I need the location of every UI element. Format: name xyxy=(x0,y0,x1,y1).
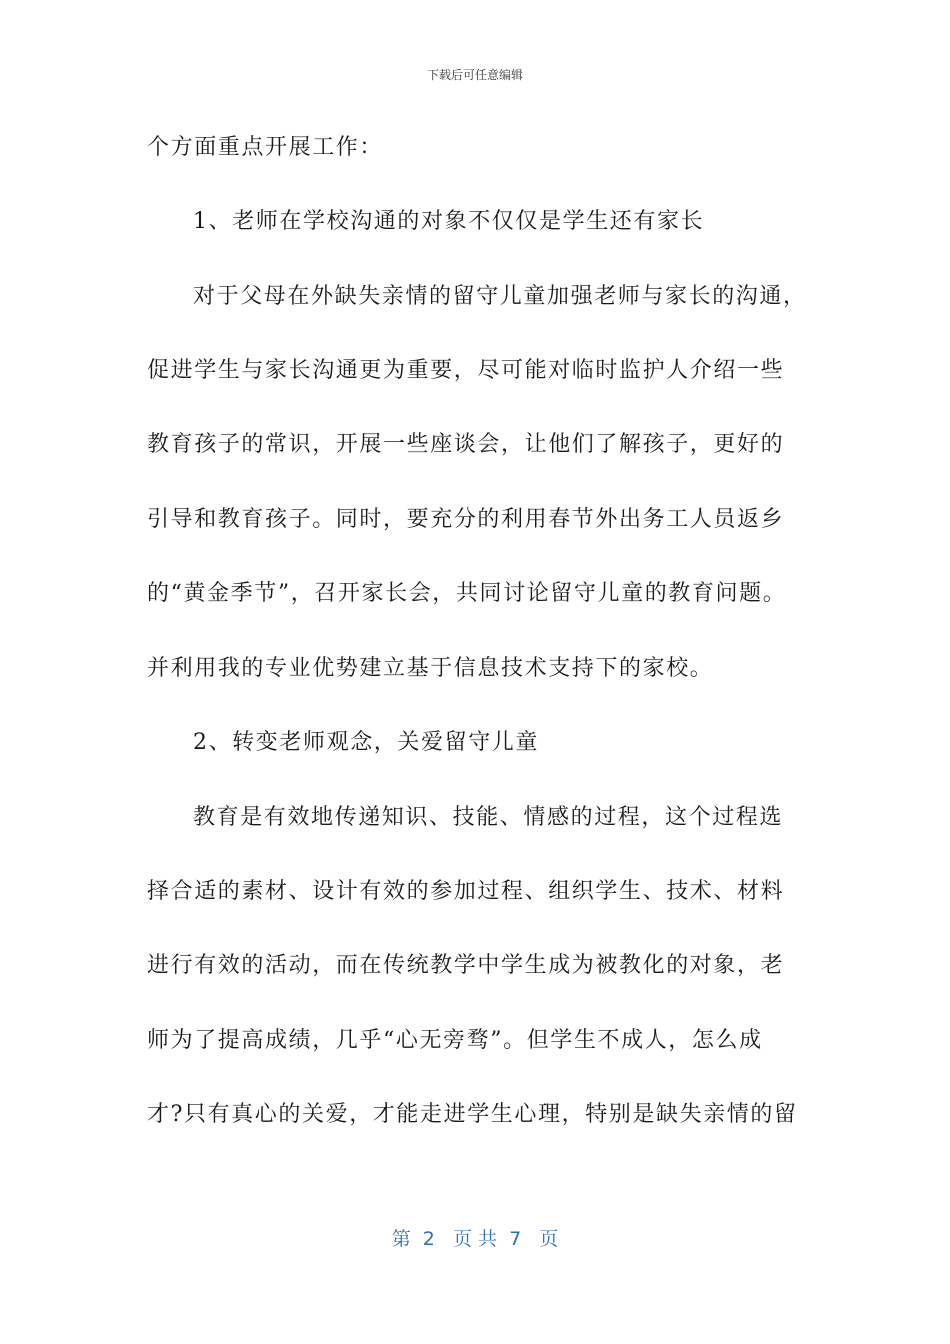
body-line: 师为了提高成绩，几乎“心无旁骛”。但学生不成人，怎么成 xyxy=(147,1028,763,1053)
page-number-footer: 第 2 页 共 7 页 xyxy=(391,1228,559,1250)
body-line: 并利用我的专业优势建立基于信息技术支持下的家校。 xyxy=(147,656,714,681)
page-header: 下载后可任意编辑 xyxy=(426,68,523,82)
body-line: 教育是有效地传递知识、技能、情感的过程，这个过程选 xyxy=(193,805,784,830)
body-line: 才?只有真心的关爱，才能走进学生心理，特别是缺失亲情的留 xyxy=(147,1102,798,1127)
body-line: 择合适的素材、设计有效的参加过程、组织学生、技术、材料 xyxy=(147,879,785,904)
body-line: 引导和教育孩子。同时，要充分的利用春节外出务工人员返乡 xyxy=(147,507,785,532)
body-line: 教育孩子的常识，开展一些座谈会，让他们了解孩子，更好的 xyxy=(147,432,785,457)
body-line: 进行有效的活动，而在传统教学中学生成为被教化的对象，老 xyxy=(147,953,785,978)
body-line: 的“黄金季节”，召开家长会，共同讨论留守儿童的教育问题。 xyxy=(147,581,787,606)
section-heading: 1、老师在学校沟通的对象不仅仅是学生还有家长 xyxy=(193,209,705,234)
body-line: 促进学生与家长沟通更为重要，尽可能对临时监护人介绍一些 xyxy=(147,358,785,383)
section-heading: 2、转变老师观念，关爱留守儿童 xyxy=(193,730,539,755)
body-line: 对于父母在外缺失亲情的留守儿童加强老师与家长的沟通， xyxy=(193,284,807,309)
body-line: 个方面重点开展工作： xyxy=(147,135,384,160)
